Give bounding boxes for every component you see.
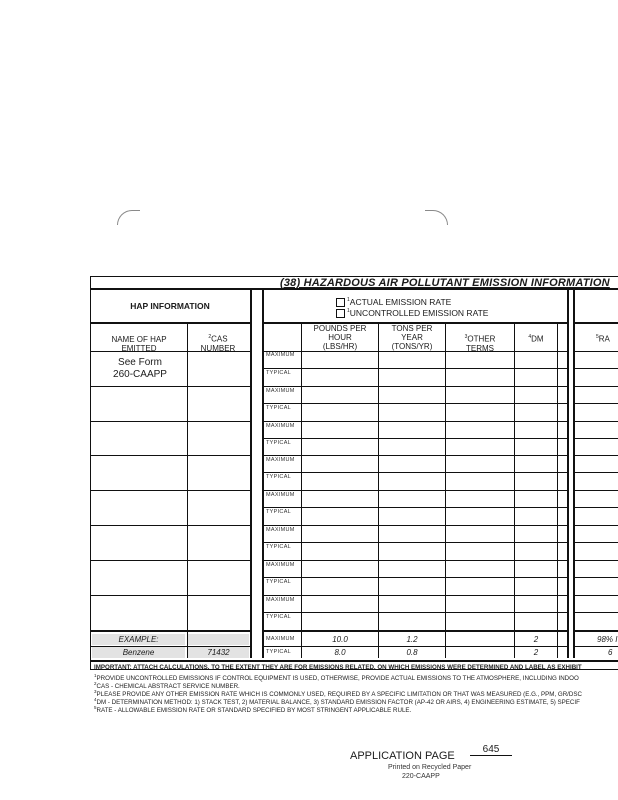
hap-header-divider (90, 322, 250, 324)
row-divider (262, 630, 567, 632)
row-split (262, 403, 567, 404)
footnote-4: $^4$DM - DETERMINATION METHOD: 1) STACK TEST, 2) MATERIAL BALANCE, 3) STANDARD EMISSION FACTOR (AP-42 OR AIRS, 4) ENGINEERING ESTIMATE, 5) SPECIF (94, 697, 580, 707)
example-row-label-max: MAXIMUM (266, 636, 295, 642)
rate-row-line (573, 542, 618, 543)
example-max-dm: 2 (533, 635, 539, 644)
row-label-typ: TYPICAL (266, 614, 292, 620)
example-cas: 71432 (207, 648, 230, 657)
row-label-typ: TYPICAL (266, 405, 292, 411)
row-divider (262, 560, 567, 561)
example-typ-tons: 0.8 (406, 648, 418, 657)
rate-row-line (573, 595, 618, 596)
row-divider (262, 455, 567, 456)
row-divider (90, 560, 250, 561)
col-header-dm: $^4$DM (528, 334, 544, 344)
footnote-1: $^1$PROVIDE UNCONTROLLED EMISSIONS IF CONTROL EQUIPMENT IS USED, OTHERWISE, PROVIDE ACTUAL EMISSIONS TO THE ATMOSPHERE, INCLUDING INDOO (94, 673, 579, 683)
row-divider (90, 421, 250, 422)
application-page-label: APPLICATION PAGE (350, 750, 455, 762)
row-split (262, 612, 567, 613)
hap-name-entry-1[interactable]: See Form 260-CAAPP (113, 357, 167, 380)
footnote-3: $^3$PLEASE PROVIDE ANY OTHER EMISSION RATE WHICH IS COMMONLY USED, REQUIRED BY A SPECIFIC LIMITATION OR THAT WAS MEASURED (E.G., PPM, GR/DSC (94, 689, 582, 699)
col-header-cas: $^2$CAS NUMBER (200, 334, 236, 353)
actual-emission-label: $^1$ACTUAL EMISSION RATE (347, 296, 452, 307)
rate-row-line (573, 438, 618, 439)
row-divider (262, 421, 567, 422)
row-split (262, 472, 567, 473)
row-label-typ: TYPICAL (266, 440, 292, 446)
form-code: 220-CAAPP (402, 773, 440, 780)
rate-row-line (573, 472, 618, 473)
row-label-max: MAXIMUM (266, 423, 295, 429)
col-header-name: NAME OF HAP EMITTED (111, 335, 167, 353)
row-label-max: MAXIMUM (266, 388, 295, 394)
example-divider (573, 646, 618, 647)
row-divider (262, 525, 567, 526)
row-divider (90, 351, 250, 352)
rate-header-divider (573, 322, 618, 324)
row-split (262, 507, 567, 508)
example-max-tons: 1.2 (406, 635, 418, 644)
example-divider (262, 646, 567, 647)
example-cas-blank-cell (188, 634, 249, 645)
row-split (262, 542, 567, 543)
example-typ-dm: 2 (533, 648, 539, 657)
example-typ-rate: 6 (608, 648, 613, 657)
uncontrolled-emission-label: $^1$UNCONTROLLED EMISSION RATE (347, 307, 489, 318)
row-divider (90, 595, 250, 596)
row-divider (262, 595, 567, 596)
row-label-typ: TYPICAL (266, 579, 292, 585)
row-divider (90, 386, 250, 387)
row-split (262, 368, 567, 369)
emission-block-left-border (262, 289, 264, 658)
rate-row-line (573, 507, 618, 508)
row-label-max: MAXIMUM (266, 457, 295, 463)
rate-block-left-border (573, 289, 575, 658)
rate-row-line (573, 612, 618, 613)
punch-hole-mark-left (117, 210, 140, 225)
col-header-tons: TONS PER YEAR (TONS/YR) (391, 324, 433, 351)
example-divider (90, 646, 250, 647)
rate-row-line (573, 525, 618, 526)
uncontrolled-emission-checkbox[interactable] (336, 309, 345, 318)
row-label-typ: TYPICAL (266, 544, 292, 550)
section-title: (38) HAZARDOUS AIR POLLUTANT EMISSION INFORMATION (280, 277, 610, 289)
row-label-typ: TYPICAL (266, 370, 292, 376)
hap-block-right-border (250, 289, 252, 658)
example-max-lbs: 10.0 (332, 635, 348, 644)
rate-row-line (573, 490, 618, 491)
example-label: EXAMPLE: (118, 635, 159, 644)
row-divider (90, 525, 250, 526)
application-page-number: 645 (470, 744, 512, 756)
row-divider (90, 490, 250, 491)
actual-emission-checkbox[interactable] (336, 298, 345, 307)
example-typ-lbs: 8.0 (334, 648, 346, 657)
rate-row-line (573, 577, 618, 578)
hap-info-header: HAP INFORMATION (130, 301, 210, 311)
table-bottom-border (90, 660, 618, 662)
footnote-5: $^5$RATE - ALLOWABLE EMISSION RATE OR STANDARD SPECIFIED BY MOST STRINGENT APPLICABLE RULE. (94, 705, 412, 715)
footnote-2: $^2$CAS - CHEMICAL ABSTRACT SERVICE NUMBER. (94, 681, 240, 691)
rate-row-line (573, 368, 618, 369)
rate-row-line (573, 560, 618, 561)
row-label-max: MAXIMUM (266, 527, 295, 533)
row-label-typ: TYPICAL (266, 474, 292, 480)
row-split (262, 577, 567, 578)
row-label-max: MAXIMUM (266, 352, 295, 358)
row-divider (90, 455, 250, 456)
example-row-label-typ: TYPICAL (266, 649, 292, 655)
rate-row-line (573, 421, 618, 422)
row-label-max: MAXIMUM (266, 597, 295, 603)
row-label-max: MAXIMUM (266, 492, 295, 498)
rate-row-line (573, 455, 618, 456)
row-split (262, 438, 567, 439)
row-divider (262, 351, 567, 352)
punch-hole-mark-right (425, 210, 448, 225)
row-label-max: MAXIMUM (266, 562, 295, 568)
row-divider (262, 386, 567, 387)
row-divider (90, 630, 250, 632)
row-divider (573, 630, 618, 632)
example-max-rate: 98% I (597, 635, 618, 644)
emission-block-right-border (567, 289, 569, 658)
row-label-typ: TYPICAL (266, 509, 292, 515)
row-divider (573, 351, 618, 352)
printed-on-recycled-paper: Printed on Recycled Paper (388, 764, 472, 771)
footnote-important: IMPORTANT: ATTACH CALCULATIONS, TO THE EXTENT THEY ARE FOR EMISSIONS RELATED, ON WHICH EMISSIONS WERE DETERMINED AND LABEL AS EXHIBIT (94, 664, 582, 671)
col-header-other: $^3$OTHER TERMS (464, 334, 496, 353)
col-header-lbs: POUNDS PER HOUR (LBS/HR) (313, 324, 367, 351)
example-name: Benzene (122, 648, 155, 657)
rate-row-line (573, 386, 618, 387)
row-divider (262, 490, 567, 491)
rate-row-line (573, 403, 618, 404)
col-header-rate: $^5$RA (596, 334, 610, 344)
